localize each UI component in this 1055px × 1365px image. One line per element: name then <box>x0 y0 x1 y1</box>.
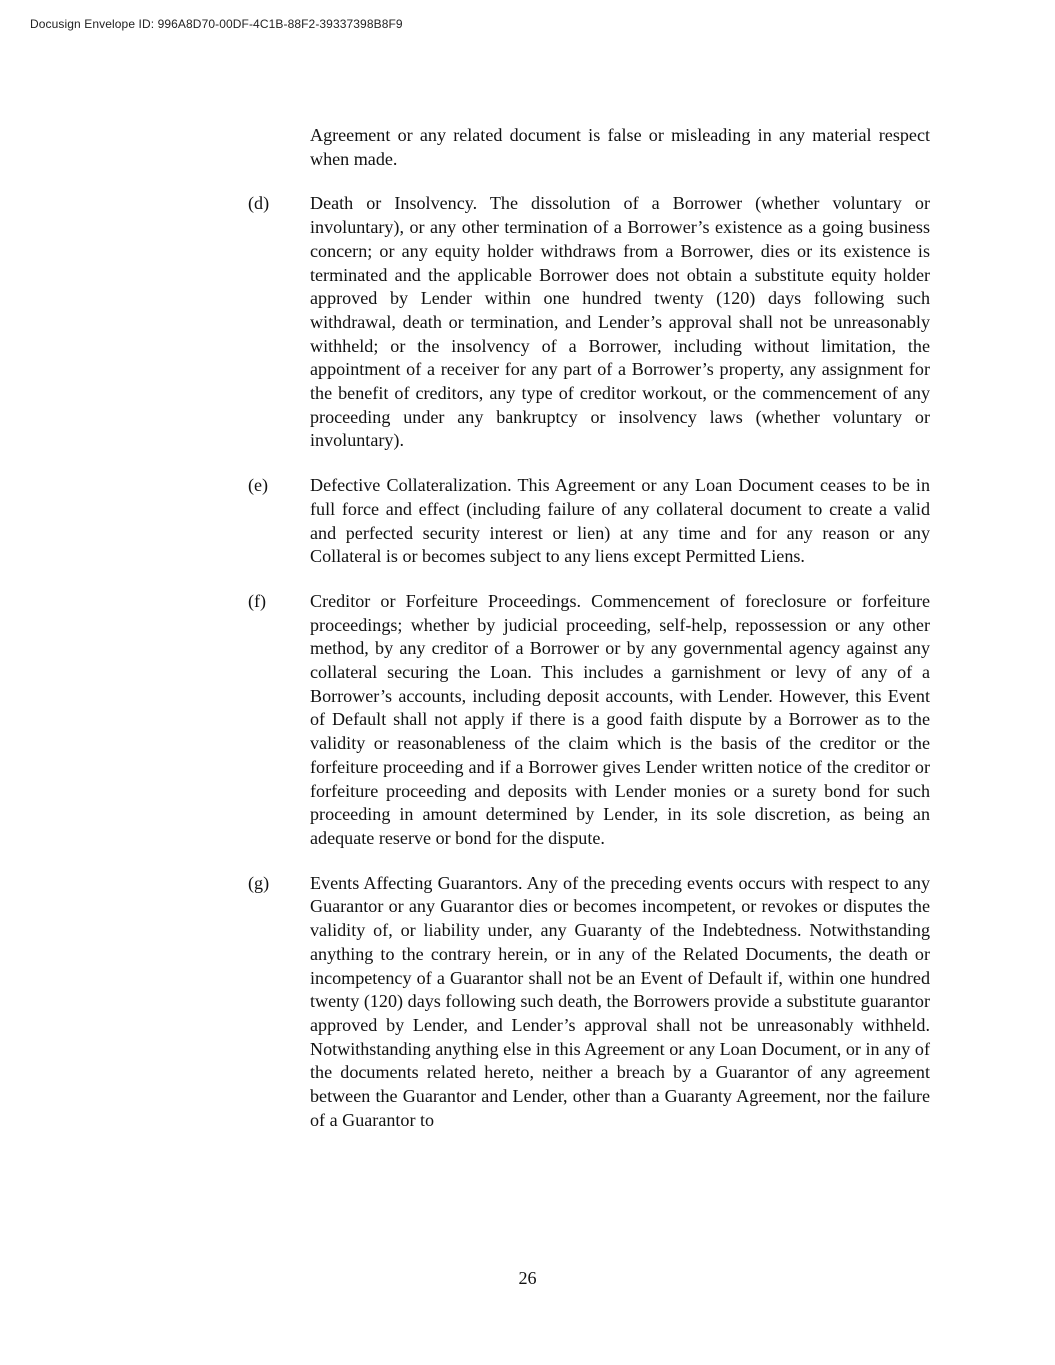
clause-text: Defective Collateralization. This Agreement or any Loan Document ceases to be in full force and effect (including failure of any collateral document to create a valid and perfected security interest or lien) at any time and for any reason or any Collateral is or becomes subject to any liens except Permitted Liens. <box>310 475 930 567</box>
continuation-paragraph: Agreement or any related document is false or misleading in any material respect when made. <box>310 125 930 169</box>
document-body <box>248 124 930 1153</box>
clause-text: Death or Insolvency. The dissolution of a Borrower (whether voluntary or involuntary), or any other termination of a Borrower’s existence as a going business concern; or any equity holder withdraws from a Borrower, dies or its existence is terminated and the applicable Borrower does not obtain a substitute equity holder approved by Lender within one hundred twenty (120) days following such withdrawal, death or termination, and Lender’s approval shall not be unreasonably withheld; or the insolvency of a Borrower, including without limitation, the appointment of a receiver for any part of a Borrower’s property, any assignment for the benefit of creditors, any type of creditor workout, or the commencement of any proceeding under any bankruptcy or insolvency laws (whether voluntary or involuntary). <box>310 193 930 451</box>
clause-letter: (f) <box>248 590 267 611</box>
clause-g <box>248 872 930 1133</box>
clause-e <box>248 474 930 569</box>
clause-letter: (g) <box>248 872 270 893</box>
clause-text: Events Affecting Guarantors. Any of the preceding events occurs with respect to any Guarantor or any Guarantor dies or becomes incompetent, or revokes or disputes the validity of, or liability under, any Guaranty of the Indebtedness. Notwithstanding anything to the contrary herein, or in any of the Related Documents, the death or incompetency of a Guarantor shall not be an Event of Default if, within one hundred twenty (120) days following such death, the Borrowers provide a substitute guarantor approved by Lender, and Lender’s approval shall not be unreasonably withheld. Notwithstanding anything else in this Agreement or any Loan Document, or in any of the documents related hereto, neither a breach by a Guarantor of any agreement between the Guarantor and Lender, other than a Guaranty Agreement, nor the failure of a Guarantor to <box>310 872 930 1130</box>
clause-letter: (d) <box>248 193 270 214</box>
clause-text: Creditor or Forfeiture Proceedings. Commencement of foreclosure or forfeiture proceedings; whether by judicial proceeding, self-help, repossession or any other method, by any creditor of a Borrower or by any governmental agency against any collateral securing the Loan. This includes a garnishment or levy of any of a Borrower’s accounts, including deposit accounts, with Lender. However, this Event of Default shall not apply if there is a good faith dispute by a Borrower as to the validity or reasonableness of the claim which is the basis of the creditor or the forfeiture proceeding and if a Borrower gives Lender written notice of the creditor or forfeiture proceeding and deposits with Lender monies or a surety bond for such proceeding in amount determined by Lender, in its sole discretion, as being an adequate reserve or bond for the dispute. <box>310 590 930 848</box>
page-number: 26 <box>518 1268 537 1288</box>
clause-f <box>248 590 930 851</box>
envelope-id-header: Docusign Envelope ID: 996A8D70-00DF-4C1B-88F2-39337398B8F9 <box>30 17 403 31</box>
clause-letter: (e) <box>248 475 269 496</box>
clause-d <box>248 192 930 453</box>
